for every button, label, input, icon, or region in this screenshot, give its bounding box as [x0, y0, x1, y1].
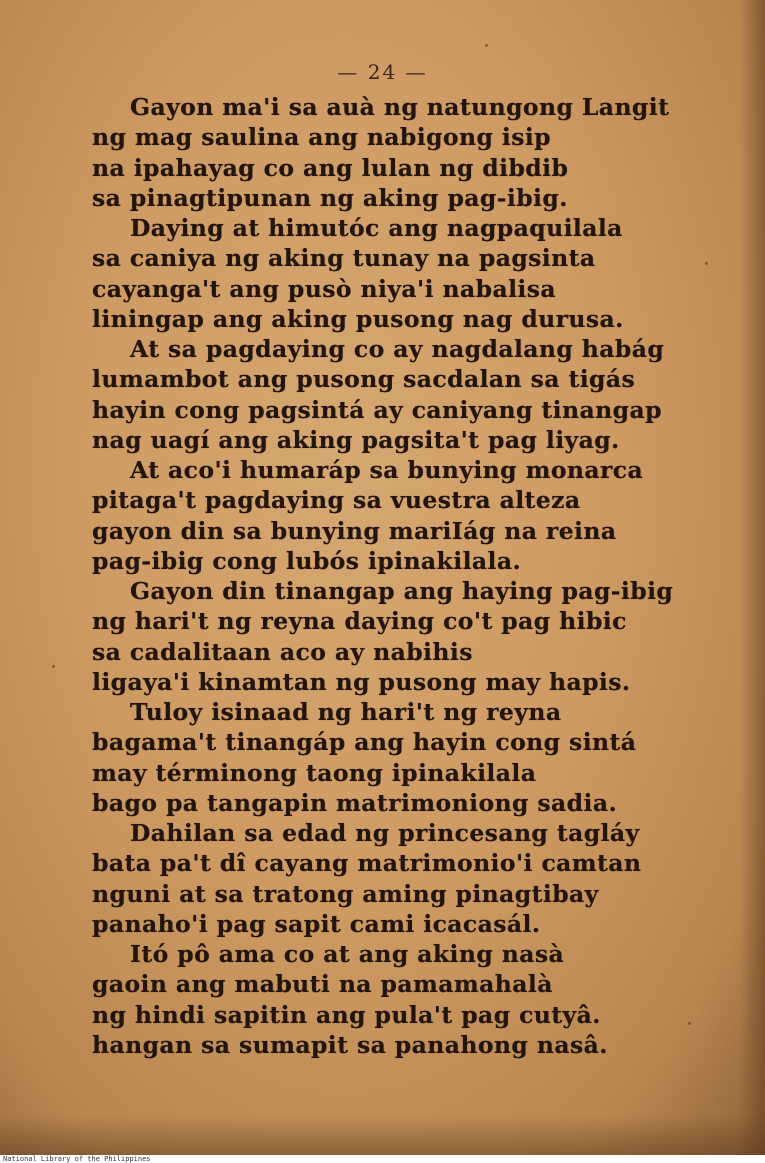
poem-body	[92, 92, 732, 1060]
verse-line: ligaya'i kinamtan ng pusong may hapis.	[92, 667, 631, 696]
verse-line: may términong taong ipinakilala	[92, 758, 537, 787]
page-edge-shadow-right	[739, 0, 765, 1155]
verse-line: lumambot ang pusong sacdalan sa tigás	[92, 365, 636, 394]
stanza	[92, 818, 732, 939]
verse-line: ng mag saulina ang nabigong isip	[92, 123, 552, 152]
verse-line: na ipahayag co ang lulan ng dibdib	[92, 153, 569, 182]
verse-line: gaoin ang mabuti na pamamahalà	[92, 970, 553, 999]
verse-line: Itó pô ama co at ang aking nasà	[130, 940, 565, 968]
verse-line: pitaga't pagdaying sa vuestra alteza	[92, 486, 581, 515]
verse-line: nguni at sa tratong aming pinagtibay	[92, 879, 599, 908]
page-edge-shadow-bottom	[0, 1115, 765, 1155]
stanza	[92, 576, 732, 697]
verse-line: Gayon din tinangap ang haying pag-ibig	[130, 577, 674, 605]
stanza	[92, 697, 732, 818]
verse-line: hayin cong pagsintá ay caniyang tinangap	[92, 395, 662, 424]
page-number: — 24 —	[337, 60, 428, 84]
stanza	[92, 939, 732, 1060]
verse-line: ng hindi sapitin ang pula't pag cutyâ.	[92, 1000, 601, 1029]
stanza	[92, 213, 732, 334]
verse-line: liningap ang aking pusong nag durusa.	[92, 304, 624, 333]
verse-line: bago pa tangapin matrimoniong sadia.	[92, 788, 618, 817]
verse-line: pag-ibig cong lubós ipinakilala.	[92, 546, 522, 575]
stanza	[92, 455, 732, 576]
verse-line: hangan sa sumapit sa panahong nasâ.	[92, 1030, 608, 1059]
verse-line: At sa pagdaying co ay nagdalang habág	[130, 335, 665, 363]
verse-line: nag uagí ang aking pagsita't pag liyag.	[92, 425, 620, 454]
verse-line: sa cadalitaan aco ay nabihis	[92, 637, 473, 666]
verse-line: Tuloy isinaad ng hari't ng reyna	[130, 698, 562, 726]
stanza	[92, 334, 732, 455]
verse-line: ng hari't ng reyna daying co't pag hibic	[92, 607, 627, 636]
verse-line: At aco'i humaráp sa bunying monarca	[130, 456, 644, 484]
verse-line: bata pa't dî cayang matrimonio'i camtan	[92, 849, 642, 878]
verse-line: Gayon ma'i sa auà ng natungong Langit	[130, 93, 670, 121]
paper-speck	[485, 44, 488, 47]
verse-line: cayanga't ang pusò niya'i nabalisa	[92, 274, 557, 303]
verse-line: sa caniya ng aking tunay na pagsinta	[92, 244, 596, 273]
paper-speck	[52, 665, 55, 668]
verse-line: Daying at himutóc ang nagpaquilala	[130, 214, 623, 242]
verse-line: Dahilan sa edad ng princesang tagláy	[130, 819, 640, 847]
verse-line: gayon din sa bunying mariIág na reina	[92, 516, 617, 545]
verse-line: bagama't tinangáp ang hayin cong sintá	[92, 728, 637, 757]
verse-line: sa pinagtipunan ng aking pag-ibig.	[92, 183, 568, 212]
verse-line: panaho'i pag sapit cami icacasál.	[92, 909, 541, 938]
stanza	[92, 92, 732, 213]
library-credit: National Library of the Philippines	[3, 1155, 151, 1163]
